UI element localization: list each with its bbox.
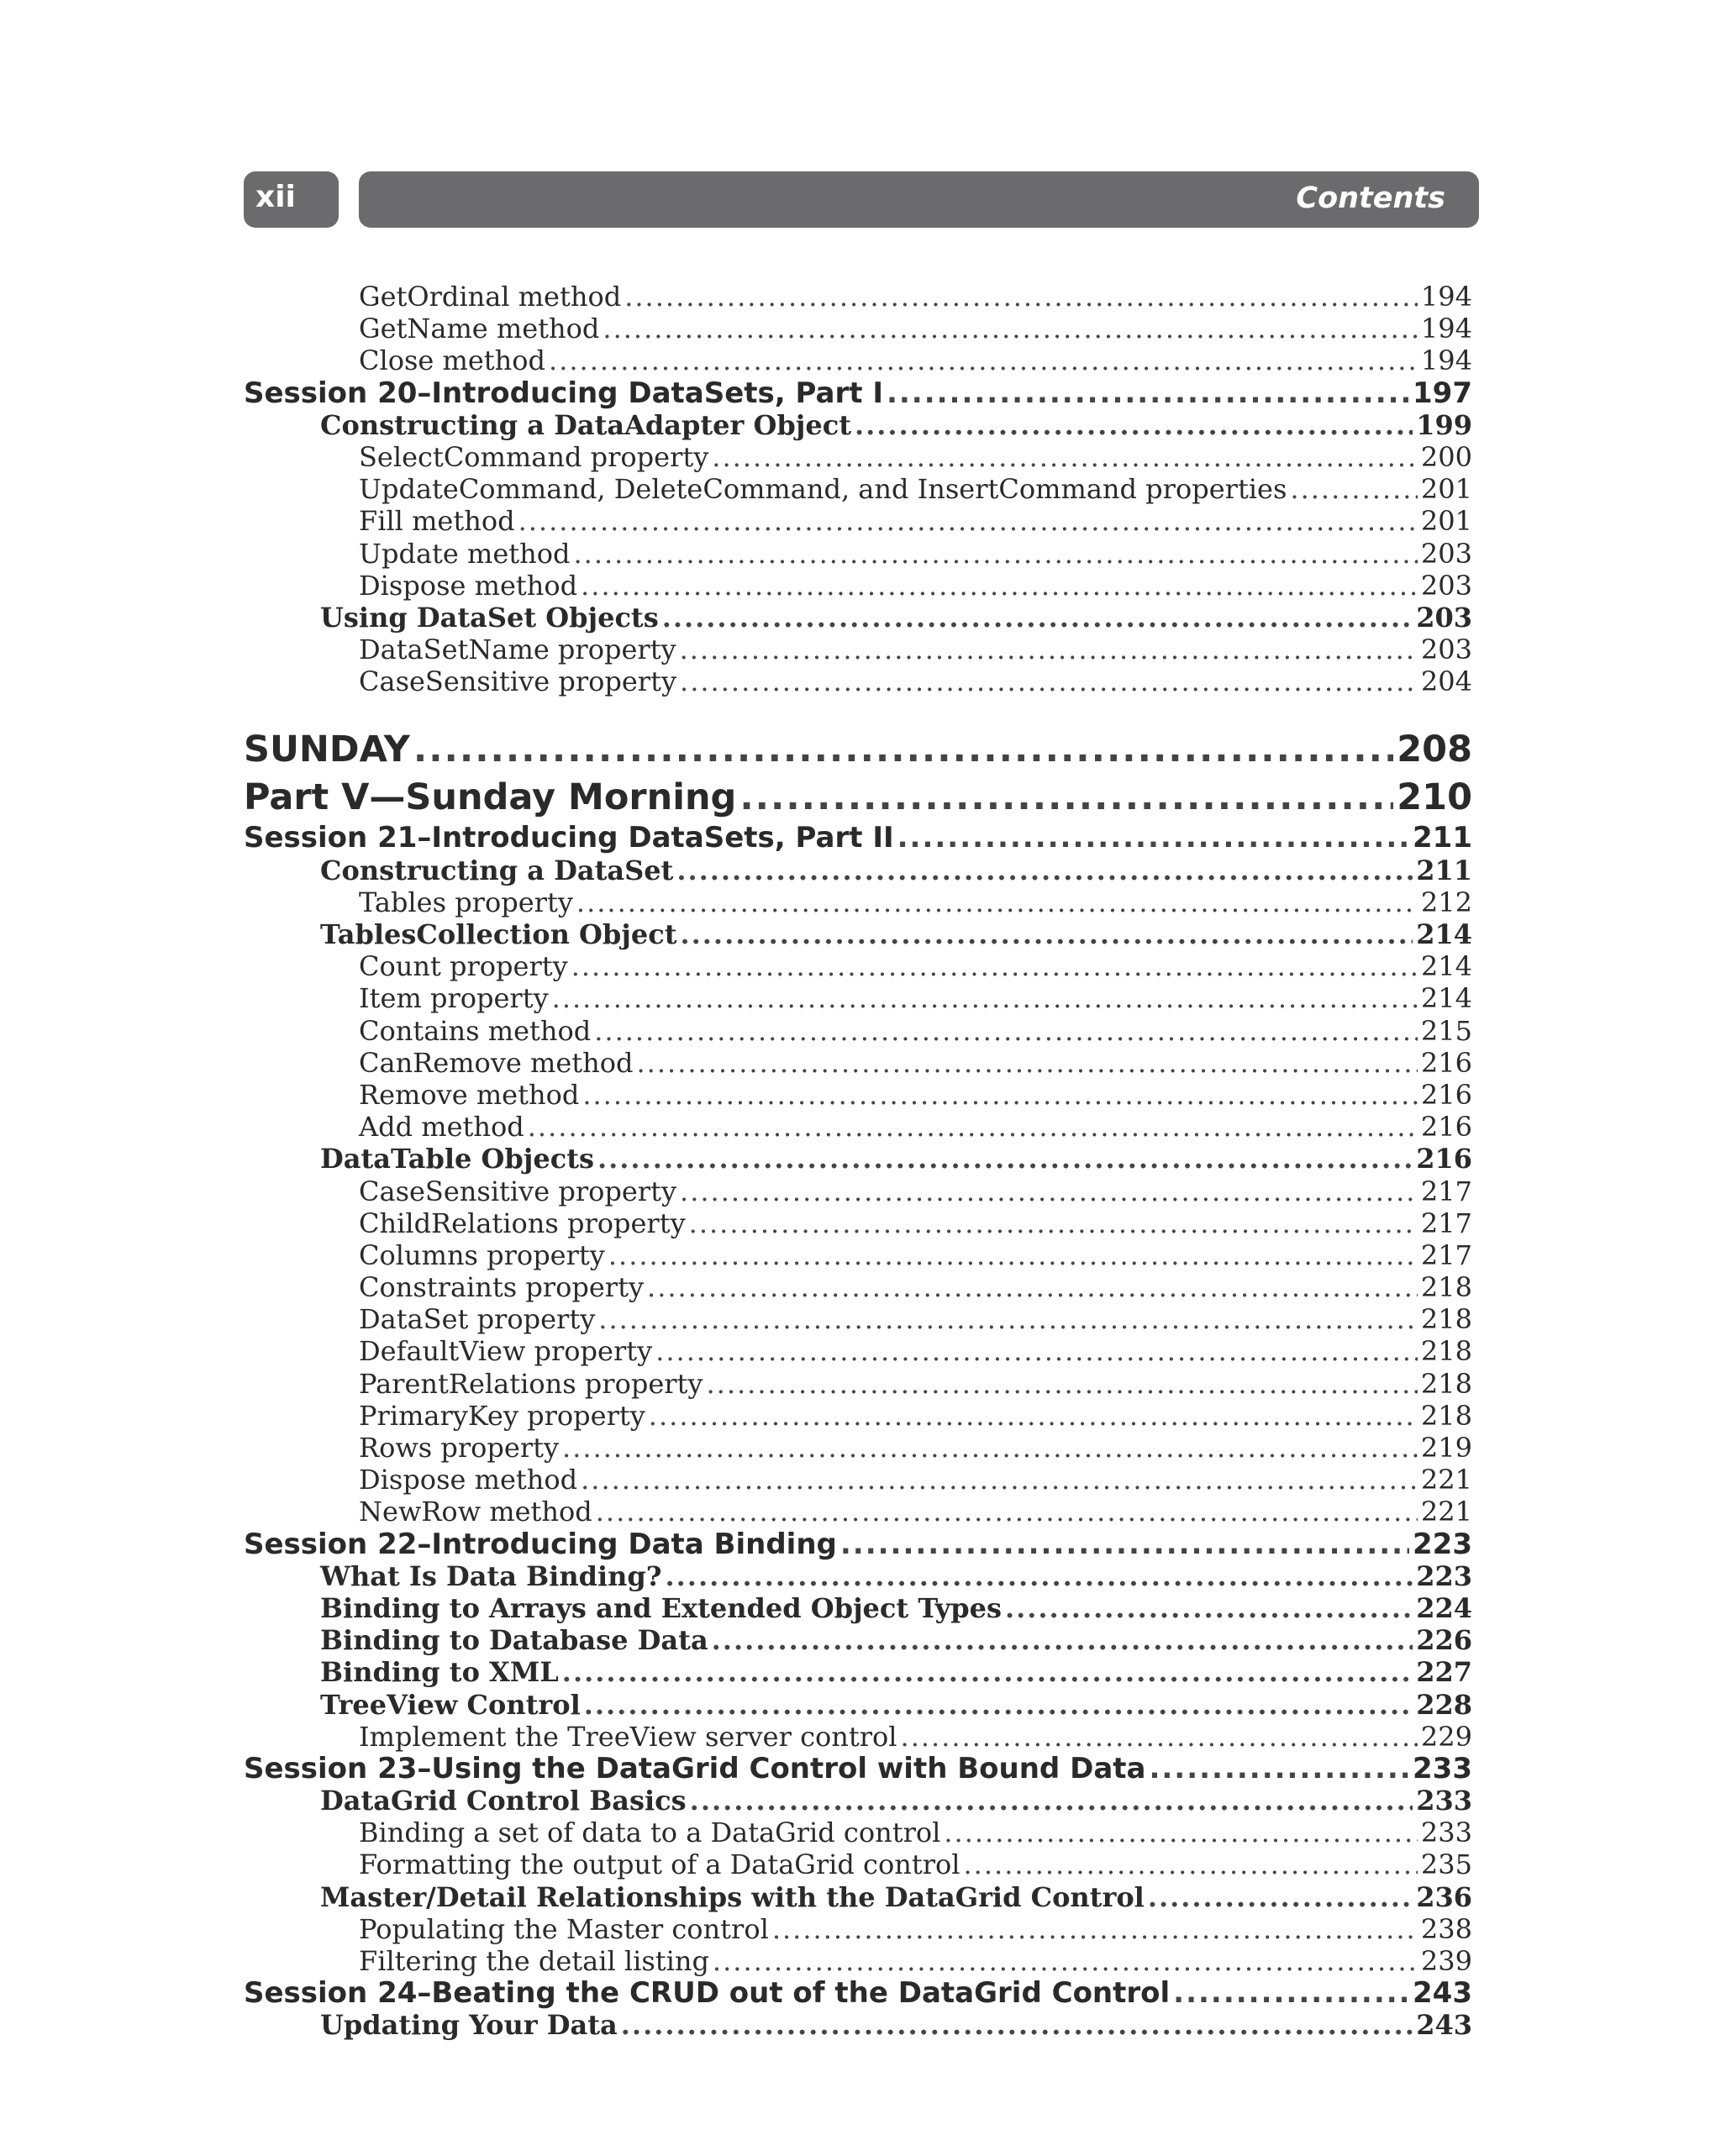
- dot-leader: [598, 1303, 1418, 1335]
- toc-entry-title: Session 23–Using the DataGrid Control with Bound Data: [244, 1752, 1146, 1785]
- toc-entry: [244, 1592, 1472, 1624]
- toc-entry-title: Session 24–Beating the CRUD out of the DataGrid Control: [244, 1977, 1171, 2010]
- toc-entry-title: Dispose method: [359, 569, 578, 602]
- toc-entry-title: Contains method: [359, 1014, 592, 1047]
- toc-entry-page: 239: [1420, 1945, 1472, 1977]
- toc-entry-page: 228: [1416, 1688, 1472, 1721]
- toc-entry-title: Populating the Master control: [359, 1912, 769, 1945]
- toc-entry-title: CaseSensitive property: [359, 665, 677, 698]
- toc-entry: [244, 441, 1472, 473]
- dot-leader: [571, 950, 1418, 982]
- toc-entry: [244, 281, 1472, 313]
- toc-entry-title: Filtering the detail listing: [359, 1945, 709, 1977]
- toc-entry: [244, 726, 1472, 774]
- toc-entry-page: 203: [1420, 537, 1472, 570]
- toc-entry-page: 218: [1420, 1271, 1472, 1304]
- toc-entry: [244, 1848, 1472, 1880]
- dot-leader: [1290, 473, 1418, 505]
- toc-entry-title: Binding to Database Data: [320, 1624, 708, 1657]
- toc-entry-page: 233: [1413, 1752, 1472, 1785]
- toc-entry-title: Using DataSet Objects: [320, 601, 659, 634]
- dot-leader: [584, 1689, 1413, 1721]
- dot-leader: [637, 1047, 1418, 1079]
- toc-entry: [244, 1817, 1472, 1848]
- toc-entry-title: DefaultView property: [359, 1335, 653, 1368]
- dot-leader: [581, 570, 1418, 602]
- dot-leader: [528, 1111, 1418, 1143]
- toc-entry-title: GetOrdinal method: [359, 281, 622, 313]
- toc-entry-page: 226: [1416, 1624, 1472, 1657]
- dot-leader: [549, 344, 1418, 376]
- dot-leader: [712, 441, 1418, 473]
- dot-leader: [1149, 1753, 1409, 1785]
- toc-entry: [244, 1528, 1472, 1560]
- dot-leader: [573, 538, 1417, 570]
- toc-entry: [244, 409, 1472, 441]
- toc-entry: [244, 1945, 1472, 1977]
- toc-entry-page: 216: [1416, 1143, 1472, 1175]
- toc-entry-page: 211: [1416, 854, 1472, 886]
- toc-entry-title: Remove method: [359, 1078, 580, 1111]
- running-header-bar: [359, 171, 1479, 228]
- toc-entry-title: Rows property: [359, 1432, 560, 1464]
- dot-leader: [581, 1464, 1418, 1496]
- toc-entry-page: 223: [1413, 1528, 1472, 1560]
- toc-entry-title: Item property: [359, 982, 549, 1015]
- dot-leader: [690, 1785, 1413, 1817]
- toc-entry: [244, 1624, 1472, 1656]
- toc-entry: [244, 1432, 1472, 1464]
- toc-entry-page: 216: [1420, 1046, 1472, 1079]
- toc-entry-page: 201: [1420, 473, 1472, 506]
- toc-entry: [244, 505, 1472, 537]
- toc-entry-page: 215: [1420, 1014, 1472, 1047]
- toc-entry-page: 203: [1416, 601, 1472, 634]
- toc-entry: [244, 855, 1472, 886]
- toc-entry-title: Count property: [359, 950, 568, 983]
- toc-entry: [244, 1047, 1472, 1079]
- dot-leader: [680, 1175, 1418, 1207]
- toc-entry-page: 229: [1420, 1720, 1472, 1753]
- dot-leader: [1173, 1977, 1409, 2009]
- toc-entry: [244, 1143, 1472, 1175]
- toc-entry-title: Master/Detail Relationships with the DataGrid Control: [320, 1880, 1145, 1913]
- toc-entry-page: 235: [1420, 1848, 1472, 1881]
- toc-entry-title: Implement the TreeView server control: [359, 1720, 897, 1753]
- toc-entry: [244, 1111, 1472, 1143]
- dot-leader: [662, 602, 1413, 634]
- toc-entry-page: 194: [1420, 344, 1472, 377]
- toc-entry-title: Binding to Arrays and Extended Object Types: [320, 1591, 1002, 1624]
- dot-leader: [901, 1721, 1418, 1753]
- dot-leader: [666, 1560, 1413, 1592]
- toc-entry: [244, 886, 1472, 918]
- dot-leader: [1005, 1592, 1413, 1624]
- running-header-title: Contents: [1296, 181, 1445, 215]
- toc-entry-title: TablesCollection Object: [320, 918, 677, 950]
- toc-entry: [244, 1368, 1472, 1400]
- toc-entry-title: CanRemove method: [359, 1046, 634, 1079]
- toc-entry-page: 214: [1416, 918, 1472, 950]
- toc-entry: [244, 1015, 1472, 1047]
- toc-entry-title: Updating Your Data: [320, 2009, 618, 2042]
- toc-entry: [244, 602, 1472, 634]
- dot-leader: [887, 377, 1409, 409]
- toc-entry: [244, 473, 1472, 505]
- toc-entry-title: DataSet property: [359, 1303, 596, 1336]
- toc-entry: [244, 1721, 1472, 1753]
- toc-entry-page: 216: [1420, 1078, 1472, 1111]
- page-number: xii: [255, 180, 296, 214]
- toc-entry-page: 233: [1416, 1785, 1472, 1817]
- toc-entry-page: 238: [1420, 1912, 1472, 1945]
- toc-entry-page: 243: [1413, 1977, 1472, 2010]
- dot-leader: [713, 1945, 1418, 1977]
- toc-entry-title: DataSetName property: [359, 634, 676, 666]
- toc-entry-page: 218: [1420, 1303, 1472, 1336]
- toc-entry-page: 217: [1420, 1238, 1472, 1271]
- dot-leader: [562, 1656, 1413, 1688]
- toc-entry: [244, 1881, 1472, 1913]
- toc-entry: [244, 1753, 1472, 1785]
- toc-entry-title: Session 20–Introducing DataSets, Part I: [244, 376, 883, 409]
- toc-entry-title: UpdateCommand, DeleteCommand, and InsertCommand properties: [359, 473, 1287, 506]
- toc-entry-page: 236: [1416, 1880, 1472, 1913]
- toc-entry: [244, 1271, 1472, 1303]
- toc-entry-title: CaseSensitive property: [359, 1175, 677, 1207]
- toc-entry-page: 214: [1420, 950, 1472, 983]
- toc-entry-title: SUNDAY: [244, 728, 410, 771]
- toc-entry-title: NewRow method: [359, 1496, 592, 1528]
- dot-leader: [855, 409, 1413, 441]
- toc-entry: [244, 634, 1472, 665]
- toc-entry-title: Session 21–Introducing DataSets, Part II: [244, 822, 894, 855]
- toc-entry-page: 218: [1420, 1335, 1472, 1368]
- toc-entry-page: 199: [1416, 408, 1472, 441]
- toc-entry-title: SelectCommand property: [359, 440, 709, 473]
- dot-leader: [897, 822, 1409, 854]
- dot-leader: [964, 1848, 1418, 1880]
- toc-entry: [244, 1689, 1472, 1721]
- toc-entry-title: Fill method: [359, 505, 515, 538]
- dot-leader: [608, 1239, 1418, 1271]
- toc-entry-title: Part V—Sunday Morning: [244, 776, 737, 819]
- dot-leader: [413, 726, 1393, 774]
- toc-entry: [244, 1496, 1472, 1528]
- toc-entry-page: 211: [1413, 822, 1472, 855]
- toc-entry: [244, 1303, 1472, 1335]
- dot-leader: [840, 1528, 1409, 1560]
- dot-leader: [655, 1335, 1418, 1367]
- dot-leader: [772, 1913, 1418, 1945]
- toc-entry-title: Binding to XML: [320, 1656, 559, 1689]
- toc-entry-page: 197: [1413, 376, 1472, 409]
- toc-entry-title: DataTable Objects: [320, 1143, 594, 1175]
- toc-entry: [244, 918, 1472, 950]
- toc-entry: [244, 774, 1472, 822]
- toc-entry: [244, 1400, 1472, 1432]
- toc-entry: [244, 1977, 1472, 2009]
- toc-entry-page: 203: [1420, 569, 1472, 602]
- dot-leader: [676, 855, 1413, 886]
- dot-leader: [596, 1496, 1418, 1528]
- toc-entry-title: Binding a set of data to a DataGrid control: [359, 1817, 941, 1849]
- toc-entry-page: 227: [1416, 1656, 1472, 1689]
- dot-leader: [649, 1400, 1418, 1432]
- toc-entry-page: 219: [1420, 1432, 1472, 1464]
- toc-entry-title: What Is Data Binding?: [320, 1559, 662, 1592]
- toc-entry-page: 221: [1420, 1496, 1472, 1528]
- dot-leader: [681, 918, 1413, 950]
- dot-leader: [621, 2009, 1413, 2041]
- dot-leader: [576, 886, 1418, 918]
- toc-entry-page: 212: [1420, 886, 1472, 918]
- toc-entry-page: 223: [1416, 1559, 1472, 1592]
- toc-entry-title: GetName method: [359, 313, 600, 345]
- toc-entry: [244, 950, 1472, 982]
- dot-leader: [739, 774, 1393, 822]
- toc-entry: [244, 822, 1472, 854]
- toc-entry: [244, 982, 1472, 1014]
- toc-entry-page: 214: [1420, 982, 1472, 1015]
- toc-entry-title: Dispose method: [359, 1464, 578, 1496]
- toc-entry: [244, 2009, 1472, 2041]
- dot-leader: [680, 634, 1418, 665]
- toc-entry-title: TreeView Control: [320, 1688, 581, 1721]
- toc-entry-title: Add method: [359, 1111, 524, 1144]
- dot-leader: [624, 281, 1418, 313]
- toc-entry: [244, 1335, 1472, 1367]
- toc-entry-page: 218: [1420, 1367, 1472, 1400]
- dot-leader: [712, 1624, 1413, 1656]
- dot-leader: [552, 982, 1418, 1014]
- toc-entry-title: Constructing a DataAdapter Object: [320, 408, 851, 441]
- dot-leader: [1148, 1881, 1413, 1913]
- toc-entry: [244, 1656, 1472, 1688]
- toc-entry-title: ChildRelations property: [359, 1207, 686, 1239]
- toc-entry-title: Close method: [359, 344, 546, 377]
- toc-entry-title: Session 22–Introducing Data Binding: [244, 1528, 837, 1560]
- toc-entry: [244, 1175, 1472, 1207]
- dot-leader: [594, 1015, 1418, 1047]
- toc-entry-title: Constraints property: [359, 1271, 645, 1304]
- toc-entry-page: 221: [1420, 1464, 1472, 1496]
- toc-entry-page: 217: [1420, 1175, 1472, 1207]
- dot-leader: [597, 1143, 1413, 1175]
- dot-leader: [582, 1079, 1418, 1111]
- toc-entry-page: 204: [1420, 665, 1472, 698]
- toc-entry-page: 224: [1416, 1591, 1472, 1624]
- page-number-tab: [244, 171, 339, 228]
- toc-entry: [244, 1239, 1472, 1271]
- toc-entry-title: ParentRelations property: [359, 1367, 703, 1400]
- toc-entry-title: Constructing a DataSet: [320, 854, 674, 886]
- dot-leader: [706, 1368, 1417, 1400]
- toc-entry-page: 194: [1420, 313, 1472, 345]
- table-of-contents: [244, 281, 1472, 2042]
- toc-entry-title: Tables property: [359, 886, 573, 918]
- toc-entry-page: 217: [1420, 1207, 1472, 1239]
- toc-entry: [244, 1079, 1472, 1111]
- dot-leader: [689, 1207, 1418, 1239]
- toc-entry: [244, 1464, 1472, 1496]
- toc-entry-page: 243: [1416, 2009, 1472, 2042]
- toc-entry-title: DataGrid Control Basics: [320, 1785, 687, 1817]
- toc-entry-page: 218: [1420, 1399, 1472, 1432]
- toc-entry: [244, 1785, 1472, 1817]
- toc-entry-title: PrimaryKey property: [359, 1399, 645, 1432]
- toc-entry-title: Update method: [359, 537, 571, 570]
- dot-leader: [603, 313, 1418, 344]
- toc-entry: [244, 570, 1472, 602]
- toc-entry-page: 201: [1420, 505, 1472, 538]
- toc-entry-page: 210: [1397, 776, 1472, 819]
- toc-entry-page: 194: [1420, 281, 1472, 313]
- toc-entry-title: Columns property: [359, 1238, 605, 1271]
- toc-entry-page: 233: [1420, 1817, 1472, 1849]
- toc-entry: [244, 1560, 1472, 1592]
- toc-entry: [244, 377, 1472, 409]
- dot-leader: [647, 1271, 1418, 1303]
- toc-entry-title: Formatting the output of a DataGrid control: [359, 1848, 960, 1881]
- toc-entry: [244, 538, 1472, 570]
- toc-entry-page: 216: [1420, 1111, 1472, 1144]
- toc-entry-page: 203: [1420, 634, 1472, 666]
- dot-leader: [562, 1432, 1418, 1464]
- toc-entry: [244, 344, 1472, 376]
- dot-leader: [518, 505, 1418, 537]
- toc-entry: [244, 1207, 1472, 1239]
- toc-entry: [244, 1913, 1472, 1945]
- dot-leader: [944, 1817, 1418, 1848]
- toc-entry: [244, 665, 1472, 697]
- toc-entry-page: 200: [1420, 440, 1472, 473]
- dot-leader: [680, 665, 1418, 697]
- toc-entry: [244, 313, 1472, 344]
- toc-entry-page: 208: [1397, 728, 1472, 771]
